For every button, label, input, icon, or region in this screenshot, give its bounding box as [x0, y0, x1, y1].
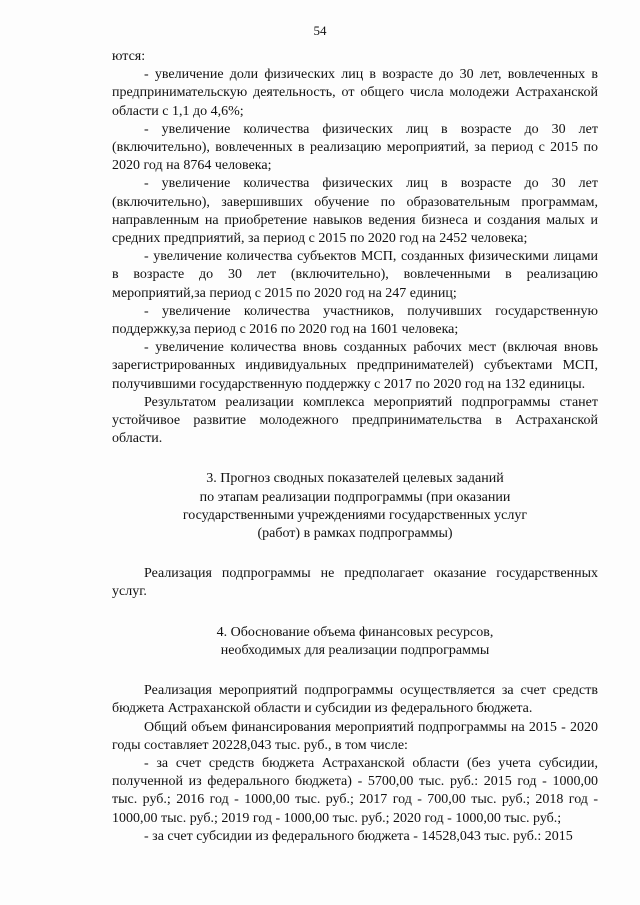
- result-paragraph: Результатом реализации комплекса мероприятий подпрограммы станет устойчивое развитие молодежного предпринимательства в Астраханской области.: [112, 394, 598, 447]
- page-number: 54: [313, 23, 327, 38]
- funding-total-paragraph: Общий объем финансирования мероприятий подпрограммы на 2015 - 2020 годы составляет 20228,043 тыс. руб., в том числе:: [112, 719, 598, 753]
- indicator-item: - увеличение количества физических лиц в возрасте до 30 лет (включительно), завершивших обучение по образовательным программам, направленным на приобретение навыков ведения бизнеса и создания малых и средних предприятий, за период с 2015 по 2020 год на 2452 человека;: [112, 176, 598, 247]
- indicator-item: - увеличение количества физических лиц в возрасте до 30 лет (включительно), вовлеченных в реализацию мероприятий, за период с 2015 по 2020 год на 8764 человека;: [112, 121, 598, 174]
- indicator-item: - увеличение количества субъектов МСП, созданных физическими лицами в возрасте до 30 лет (включительно), вовлеченными в реализацию мероприятий,за период с 2015 по 2020 год на 247 единиц;: [112, 249, 598, 301]
- funding-source-paragraph: Реализация мероприятий подпрограммы осуществляется за счет средств бюджета Астраханской области и субсидии из федерального бюджета.: [112, 683, 598, 717]
- indicator-item: - увеличение доли физических лиц в возрасте до 30 лет, вовлеченных в предпринимательскую деятельность, от общего числа молодежи Астраханской области с 1,1 до 4,6%;: [112, 67, 598, 119]
- federal-subsidy-item: - за счет субсидии из федерального бюджета - 14528,043 тыс. руб.: 2015: [144, 828, 573, 844]
- indicator-item: - увеличение количества вновь созданных рабочих мест (включая вновь зарегистрированных индивидуальных предпринимателей) субъектами МСП, получившими государственную поддержку с 2017 по 2020 год на 132 единицы.: [112, 340, 598, 392]
- document-body: [112, 48, 598, 846]
- section-3-heading-line: по этапам реализации подпрограммы (при оказании: [199, 489, 511, 505]
- indicator-item: - увеличение количества участников, получивших государственную поддержку,за период с 2016 по 2020 год на 1601 человека;: [112, 303, 598, 338]
- section-4-heading-line: 4. Обоснование объема финансовых ресурсов,: [216, 624, 494, 640]
- regional-budget-item: - за счет средств бюджета Астраханской области (без учета субсидии, полученной из федерального бюджета) - 5700,00 тыс. руб.: 2015 год - 1000,00 тыс. руб.; 2016 год - 1000,00 тыс. руб.; 2017 год - 700,00 тыс. руб.; 2018 год - 1000,00 тыс. руб.; 2019 год - 1000,00 тыс. руб.; 2020 год - 1000,00 тыс. руб.;: [112, 755, 598, 826]
- section-3-heading-line: (работ) в рамках подпрограммы): [257, 526, 453, 542]
- section-3-heading-line: государственными учреждениями государственных услуг: [182, 507, 528, 523]
- section-3-text: Реализация подпрограммы не предполагает оказание государственных услуг.: [112, 566, 598, 600]
- continued-word: ются:: [112, 49, 146, 64]
- section-4-heading-line: необходимых для реализации подпрограммы: [220, 642, 490, 658]
- section-3-heading-line: 3. Прогноз сводных показателей целевых заданий: [206, 471, 504, 487]
